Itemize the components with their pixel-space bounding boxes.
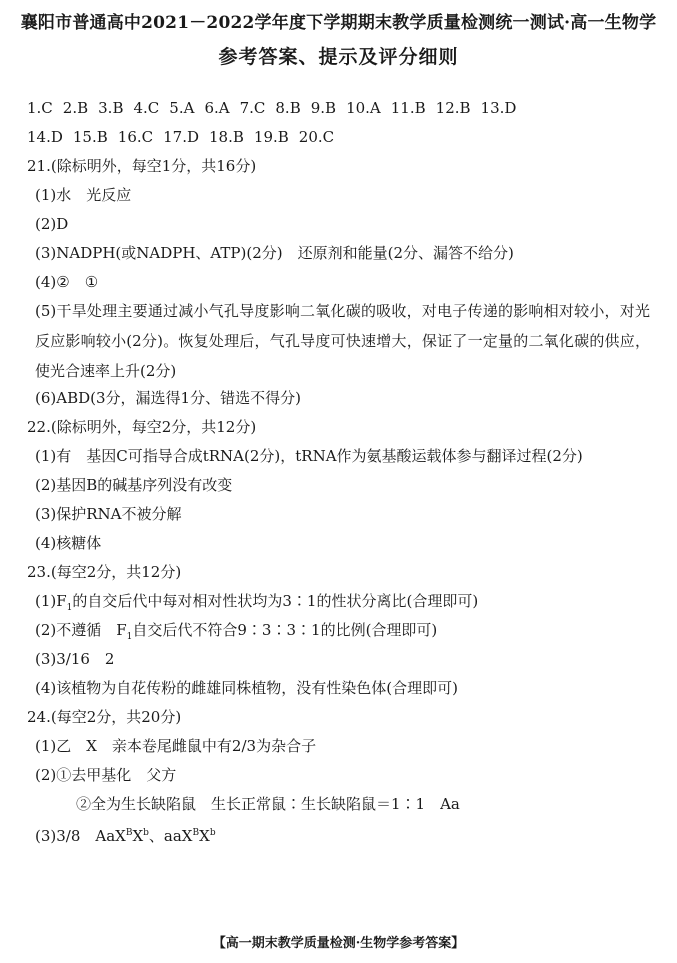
q21-heading: 21.(除标明外，每空1分，共16分) [27, 157, 257, 175]
q23-a2-prefix: (2)不遵循 F [35, 621, 127, 639]
q24-a3-mid-1: X [132, 827, 144, 845]
mc-answer: 1.C [27, 99, 53, 117]
mc-answer: 11.B [390, 99, 426, 117]
mc-answer: 10.A [346, 99, 381, 117]
q21-answer-6: (6)ABD(3分，漏选得1分、错选不得分) [35, 389, 301, 407]
mc-answers-row-1 [27, 98, 516, 118]
mc-answer: 5.A [169, 99, 195, 117]
mc-answers-row-2 [27, 127, 334, 147]
q24-a3-sup-2: b [143, 828, 149, 838]
q22-answer-4: (4)核糖体 [35, 534, 102, 552]
q23-answer-1 [35, 591, 478, 618]
q23-answer-3: (3)3/16 2 [35, 650, 115, 668]
mc-answer: 17.D [163, 128, 200, 146]
q21-answer-4: (4)② ① [35, 273, 99, 291]
q21-answer-2: (2)D [35, 215, 69, 233]
mc-answer: 20.C [298, 128, 335, 146]
q21-answer-5: (5)干旱处理主要通过减小气孔导度影响二氧化碳的吸收，对电子传递的影响相对较小，对光反应影响较小(2分)。恢复处理后，气孔导度可快速增大，保证了一定量的二氧化碳的供应，使光合速率上升(2分) [35, 302, 650, 380]
q24-answer-3 [35, 823, 216, 846]
q24-answer-2-2: ②全为生长缺陷鼠 生长正常鼠∶生长缺陷鼠＝1∶1 Aa [76, 795, 460, 813]
mc-answer: 8.B [275, 99, 301, 117]
q21-answer-3: (3)NADPH(或NADPH、ATP)(2分) 还原剂和能量(2分、漏答不给分) [35, 244, 514, 262]
q23-heading: 23.(每空2分，共12分) [27, 563, 182, 581]
mc-answer: 14.D [27, 128, 63, 146]
exam-title: 襄阳市普通高中2021－2022学年度下学期期末教学质量检测统一测试·高一生物学 [20, 13, 657, 33]
q24-heading: 24.(每空2分，共20分) [27, 708, 182, 726]
q24-a3-sup-1: B [125, 828, 133, 838]
mc-answer: 7.C [239, 99, 266, 117]
q24-a3-prefix: (3)3/8 AaX [35, 827, 126, 845]
q24-a3-mid-3: X [199, 827, 210, 845]
q22-answer-1: (1)有 基因C可指导合成tRNA(2分)，tRNA作为氨基酸运载体参与翻译过程(2分) [35, 447, 583, 465]
q23-answer-2 [35, 620, 437, 647]
mc-answer: 18.B [209, 128, 244, 146]
q24-a3-sup-4: b [209, 828, 216, 838]
q23-a2-rest: 自交后代不符合9∶3∶3∶1的比例(合理即可) [132, 621, 438, 639]
mc-answer: 19.B [253, 128, 289, 146]
q24-a3-sup-3: B [192, 828, 200, 838]
q24-a3-mid-2: 、aaX [148, 827, 193, 845]
q23-a1-rest: 的自交后代中每对相对性状均为3∶1的性状分离比(合理即可) [72, 592, 479, 610]
mc-answer: 16.C [117, 128, 154, 146]
mc-answer: 12.B [435, 99, 471, 117]
q23-a1-prefix: (1)F [35, 592, 67, 610]
answer-key-subtitle: 参考答案、提示及评分细则 [218, 46, 459, 68]
q22-heading: 22.(除标明外，每空2分，共12分) [27, 418, 257, 436]
mc-answer: 3.B [98, 99, 124, 117]
q22-answer-3: (3)保护RNA不被分解 [35, 505, 182, 523]
q21-answer-1: (1)水 光反应 [35, 186, 132, 204]
q24-answer-1: (1)乙 X 亲本卷尾雌鼠中有2/3为杂合子 [35, 737, 317, 755]
q22-answer-2: (2)基因B的碱基序列没有改变 [35, 476, 233, 494]
q23-answer-4: (4)该植物为自花传粉的雌雄同株植物，没有性染色体(合理即可) [35, 679, 458, 697]
mc-answer: 15.B [72, 128, 108, 146]
q24-answer-2-1: (2)①去甲基化 父方 [35, 766, 177, 784]
mc-answer: 2.B [62, 99, 89, 117]
mc-answer: 4.C [133, 99, 160, 117]
q23-a2-subscript: 1 [126, 632, 133, 642]
q23-a1-subscript: 1 [66, 603, 73, 613]
page-footer: 【高一期末教学质量检测·生物学参考答案】 [212, 936, 465, 951]
mc-answer: 9.B [310, 99, 337, 117]
mc-answer: 13.D [480, 99, 517, 117]
mc-answer: 6.A [204, 99, 230, 117]
